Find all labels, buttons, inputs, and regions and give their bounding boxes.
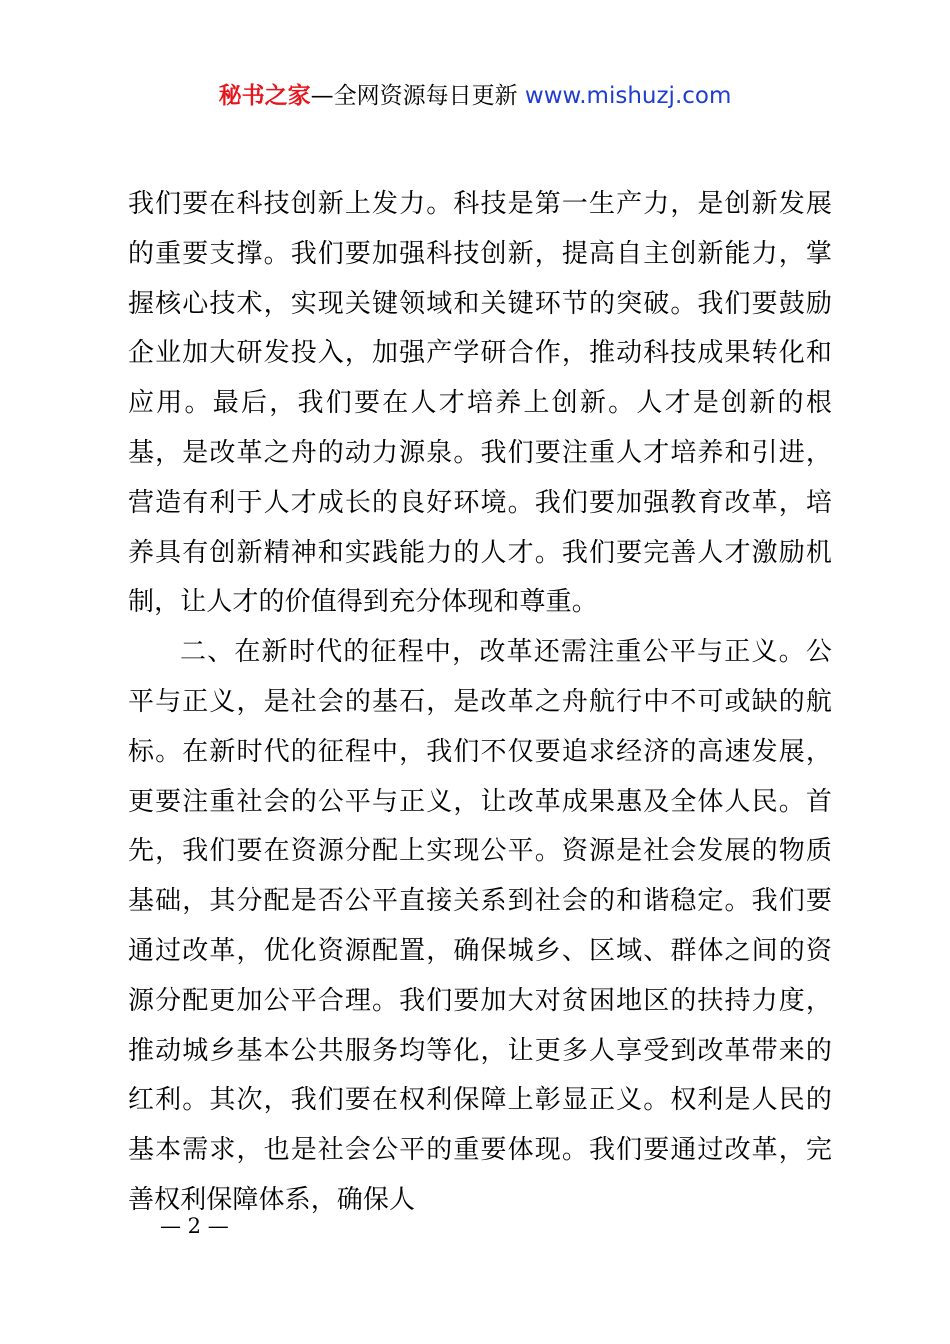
page-header [0, 80, 950, 112]
paragraph-section-two: 二、在新时代的征程中，改革还需注重公平与正义。公平与正义，是社会的基石，是改革之舟航行中不可或缺的航标。在新时代的征程中，我们不仅要追求经济的高速发展，更要注重社会的公平与正义，让改革成果惠及全体人民。首先，我们要在资源分配上实现公平。资源是社会发展的物质基础，其分配是否公平直接关系到社会的和谐稳定。我们要通过改革，优化资源配置，确保城乡、区域、群体之间的资源分配更加公平合理。我们要加大对贫困地区的扶持力度，推动城乡基本公共服务均等化，让更多人享受到改革带来的红利。其次，我们要在权利保障上彰显正义。权利是人民的基本需求，也是社会公平的重要体现。我们要通过改革，完善权利保障体系，确保人 [128, 637, 832, 1215]
document-body [128, 180, 832, 1226]
site-url-link[interactable]: www.mishuzj.com [524, 83, 732, 109]
paragraph-continued: 我们要在科技创新上发力。科技是第一生产力，是创新发展的重要支撑。我们要加强科技创新，提高自主创新能力，掌握核心技术，实现关键领域和关键环节的突破。我们要鼓励企业加大研发投入，加强产学研合作，推动科技成果转化和应用。最后，我们要在人才培养上创新。人才是创新的根基，是改革之舟的动力源泉。我们要注重人才培养和引进，营造有利于人才成长的良好环境。我们要加强教育改革，培养具有创新精神和实践能力的人才。我们要完善人才激励机制，让人才的价值得到充分体现和尊重。 [128, 189, 832, 618]
site-brand: 秘书之家 [218, 83, 311, 109]
site-slogan: —全网资源每日更新 [310, 83, 518, 109]
page-number: — 2 — [160, 1214, 229, 1238]
